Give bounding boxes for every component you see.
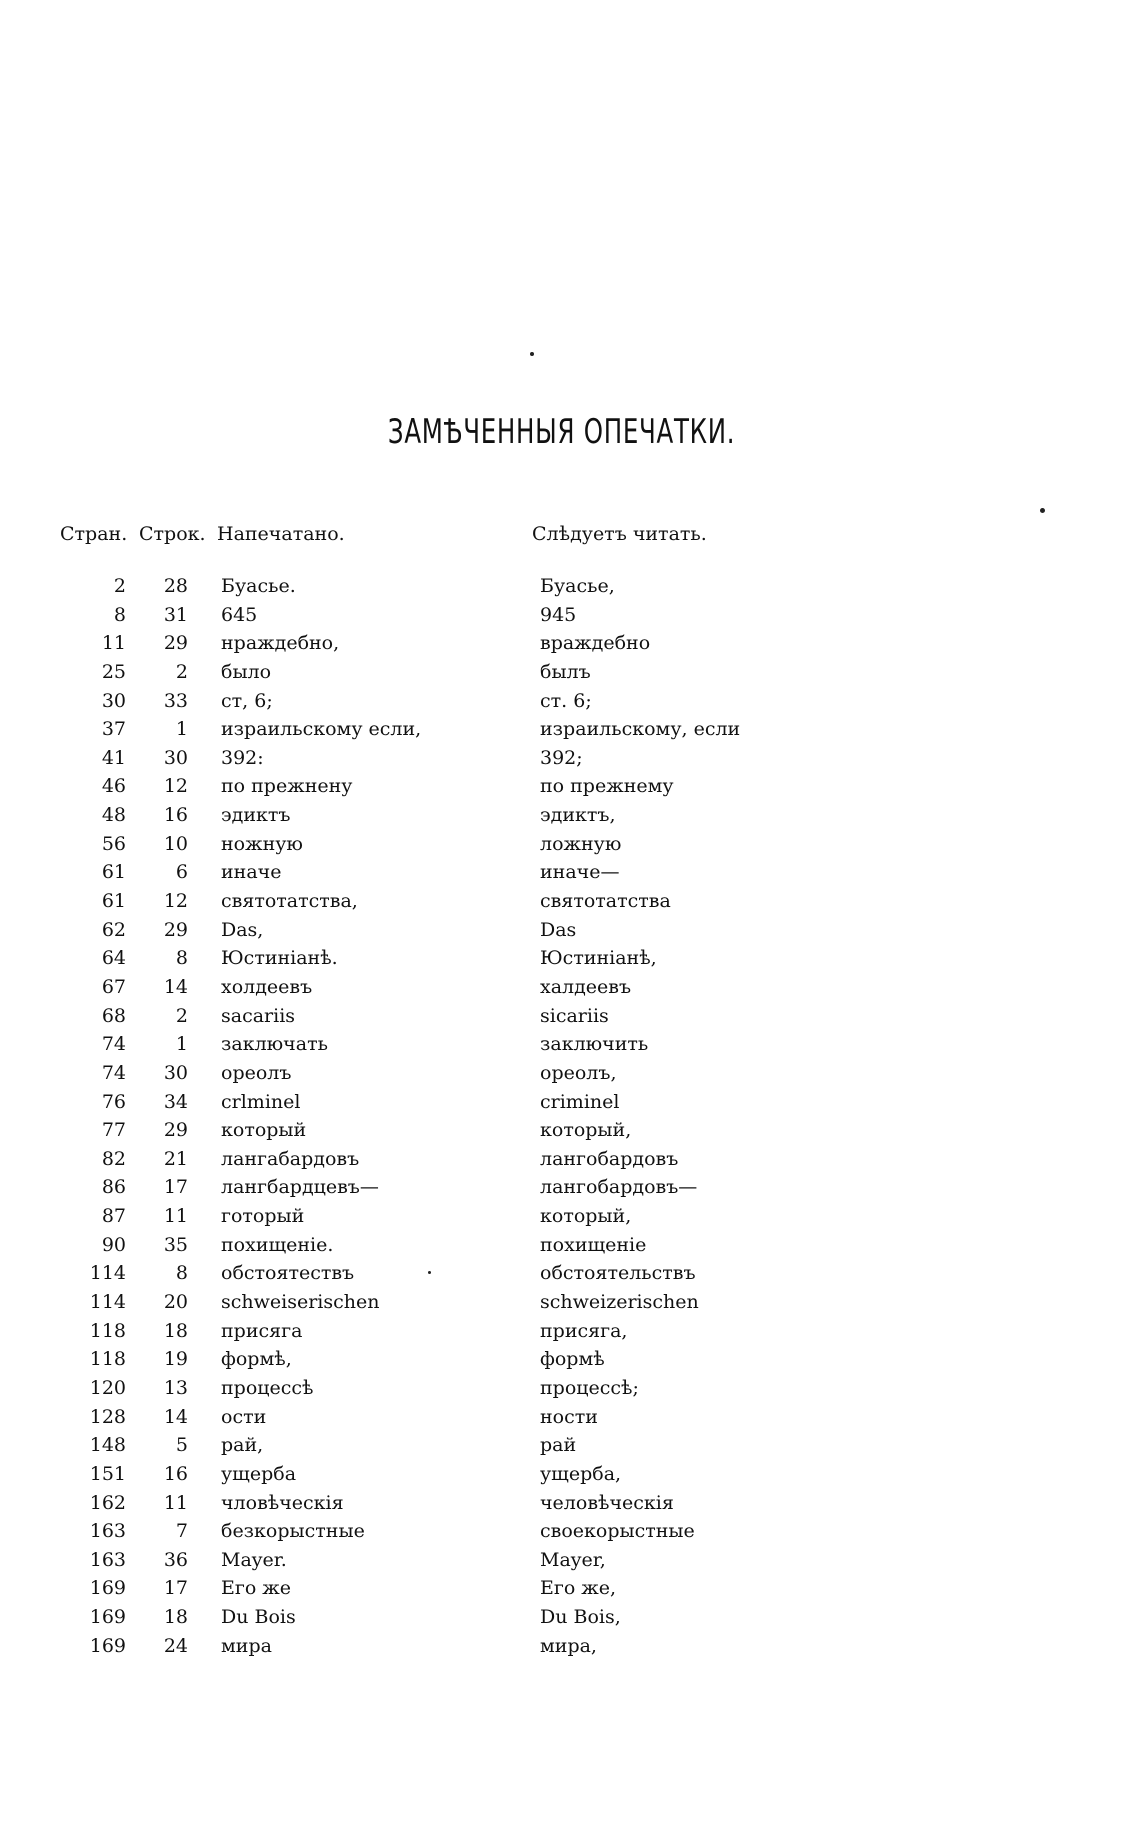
row-page-number: 41	[101, 746, 126, 769]
row-line-number: 14	[163, 1405, 188, 1428]
row-line-number: 17	[163, 1577, 188, 1600]
row-correct-text: ущерба,	[540, 1462, 622, 1485]
row-correct-text: присяга,	[540, 1319, 628, 1342]
ink-speck	[1040, 508, 1045, 513]
errata-row	[0, 1062, 1140, 1091]
row-page-number: 114	[89, 1291, 126, 1314]
errata-row	[0, 690, 1140, 719]
errata-row	[0, 947, 1140, 976]
row-page-number: 169	[89, 1606, 126, 1629]
row-line-number: 1	[175, 718, 188, 741]
errata-row	[0, 1635, 1140, 1664]
row-line-number: 33	[163, 689, 188, 712]
row-printed-text: присяга	[221, 1319, 303, 1342]
row-correct-text: Его же,	[540, 1577, 617, 1600]
row-correct-text: заключить	[540, 1033, 649, 1056]
row-line-number: 29	[163, 632, 188, 655]
row-line-number: 20	[163, 1291, 188, 1314]
row-printed-text: ножную	[221, 832, 303, 855]
row-line-number: 31	[163, 603, 188, 626]
row-page-number: 61	[101, 861, 126, 884]
row-printed-text: холдеевъ	[221, 975, 313, 998]
row-correct-text: 392;	[540, 746, 583, 769]
row-line-number: 8	[175, 947, 188, 970]
header-line: Строк.	[139, 523, 206, 545]
row-printed-text: святотатства,	[221, 890, 358, 913]
errata-row	[0, 604, 1140, 633]
row-line-number: 17	[163, 1176, 188, 1199]
errata-row	[0, 1577, 1140, 1606]
errata-row	[0, 632, 1140, 661]
row-line-number: 1	[175, 1033, 188, 1056]
row-page-number: 120	[89, 1376, 126, 1399]
errata-row	[0, 1520, 1140, 1549]
errata-row	[0, 1406, 1140, 1435]
row-correct-text: ности	[540, 1405, 598, 1428]
row-correct-text: Юстиніанѣ,	[540, 947, 657, 970]
row-printed-text: мира	[221, 1634, 272, 1657]
row-correct-text: былъ	[540, 660, 591, 683]
row-correct-text: который,	[540, 1205, 632, 1228]
row-page-number: 87	[101, 1205, 126, 1228]
row-page-number: 2	[113, 575, 126, 597]
row-correct-text: рай	[540, 1434, 577, 1457]
row-line-number: 28	[163, 575, 188, 597]
row-page-number: 118	[89, 1319, 126, 1342]
row-page-number: 151	[89, 1462, 126, 1485]
errata-row	[0, 833, 1140, 862]
row-correct-text: святотатства	[540, 890, 671, 913]
row-line-number: 13	[163, 1376, 188, 1399]
row-printed-text: формѣ,	[221, 1348, 292, 1371]
row-correct-text: человѣческія	[540, 1491, 674, 1514]
row-printed-text: Буасье.	[221, 575, 296, 597]
row-page-number: 169	[89, 1577, 126, 1600]
row-printed-text: sacariis	[221, 1004, 296, 1027]
row-page-number: 56	[101, 832, 126, 855]
row-page-number: 67	[101, 975, 126, 998]
row-line-number: 18	[163, 1606, 188, 1629]
row-printed-text: Юстиніанѣ.	[221, 947, 338, 970]
errata-row	[0, 804, 1140, 833]
row-page-number: 169	[89, 1634, 126, 1657]
row-correct-text: израильскому, если	[540, 718, 741, 741]
row-page-number: 25	[101, 660, 126, 683]
row-page-number: 11	[101, 632, 126, 655]
row-page-number: 62	[101, 918, 126, 941]
row-printed-text: готорый	[221, 1205, 305, 1228]
row-line-number: 30	[163, 1061, 188, 1084]
errata-row	[0, 661, 1140, 690]
errata-row	[0, 1606, 1140, 1635]
errata-row	[0, 575, 1140, 604]
row-printed-text: ущерба	[221, 1462, 297, 1485]
header-printed: Напечатано.	[217, 523, 345, 545]
row-line-number: 29	[163, 918, 188, 941]
row-printed-text: похищеніе.	[221, 1233, 334, 1256]
row-line-number: 35	[163, 1233, 188, 1256]
row-correct-text: иначе—	[540, 861, 620, 884]
row-printed-text: Das,	[221, 918, 264, 941]
row-printed-text: crlminel	[221, 1090, 301, 1113]
row-page-number: 77	[101, 1119, 126, 1142]
errata-row	[0, 1148, 1140, 1177]
errata-row	[0, 1005, 1140, 1034]
row-line-number: 36	[163, 1548, 188, 1571]
row-line-number: 34	[163, 1090, 188, 1113]
errata-row	[0, 1348, 1140, 1377]
errata-row	[0, 1033, 1140, 1062]
row-printed-text: лангбардцевъ—	[221, 1176, 379, 1199]
errata-row	[0, 1291, 1140, 1320]
errata-row	[0, 1234, 1140, 1263]
errata-row	[0, 1434, 1140, 1463]
row-page-number: 68	[101, 1004, 126, 1027]
page-title: ЗАМѢЧЕННЫЯ ОПЕЧАТКИ.	[387, 412, 736, 452]
row-line-number: 11	[163, 1205, 188, 1228]
errata-row	[0, 976, 1140, 1005]
row-page-number: 82	[101, 1147, 126, 1170]
errata-row	[0, 718, 1140, 747]
row-page-number: 114	[89, 1262, 126, 1285]
row-page-number: 163	[89, 1548, 126, 1571]
errata-row	[0, 1463, 1140, 1492]
row-page-number: 90	[101, 1233, 126, 1256]
errata-row	[0, 1492, 1140, 1521]
row-printed-text: ости	[221, 1405, 267, 1428]
row-correct-text: халдеевъ	[540, 975, 632, 998]
row-printed-text: нраждебно,	[221, 632, 340, 655]
row-line-number: 30	[163, 746, 188, 769]
row-page-number: 30	[101, 689, 126, 712]
errata-row	[0, 861, 1140, 890]
row-correct-text: Буасье,	[540, 575, 615, 597]
row-line-number: 24	[163, 1634, 188, 1657]
row-correct-text: лангобардовъ—	[540, 1176, 698, 1199]
row-printed-text: который	[221, 1119, 307, 1142]
row-page-number: 118	[89, 1348, 126, 1371]
row-correct-text: sicariis	[540, 1004, 609, 1027]
row-printed-text: Du Bois	[221, 1606, 296, 1629]
row-page-number: 61	[101, 890, 126, 913]
row-correct-text: criminel	[540, 1090, 620, 1113]
row-page-number: 163	[89, 1520, 126, 1543]
row-printed-text: Mayer.	[221, 1548, 287, 1571]
row-correct-text: ложную	[540, 832, 622, 855]
row-printed-text: заключать	[221, 1033, 328, 1056]
row-line-number: 29	[163, 1119, 188, 1142]
errata-row	[0, 1320, 1140, 1349]
row-page-number: 48	[101, 804, 126, 827]
row-correct-text: враждебно	[540, 632, 651, 655]
row-page-number: 74	[101, 1061, 126, 1084]
row-correct-text: Das	[540, 918, 577, 941]
row-correct-text: Du Bois,	[540, 1606, 621, 1629]
row-printed-text: чловѣческія	[221, 1491, 344, 1514]
row-correct-text: похищеніе	[540, 1233, 647, 1256]
row-correct-text: лангобардовъ	[540, 1147, 679, 1170]
row-printed-text: 645	[221, 603, 258, 626]
row-line-number: 10	[163, 832, 188, 855]
row-printed-text: израильскому если,	[221, 718, 422, 741]
errata-row	[0, 1549, 1140, 1578]
header-page: Стран.	[60, 523, 128, 545]
row-correct-text: который,	[540, 1119, 632, 1142]
row-line-number: 12	[163, 775, 188, 798]
errata-table	[0, 575, 1140, 1663]
row-correct-text: мира,	[540, 1634, 597, 1657]
row-printed-text: Его же	[221, 1577, 292, 1600]
row-printed-text: безкорыстные	[221, 1520, 365, 1543]
errata-row	[0, 919, 1140, 948]
row-line-number: 19	[163, 1348, 188, 1371]
header-should-read: Слѣдуетъ читать.	[532, 523, 707, 545]
row-correct-text: schweizerischen	[540, 1291, 699, 1314]
errata-row	[0, 1119, 1140, 1148]
row-printed-text: ореолъ	[221, 1061, 292, 1084]
row-line-number: 11	[163, 1491, 188, 1514]
row-correct-text: эдиктъ,	[540, 804, 616, 827]
row-printed-text: 392:	[221, 746, 264, 769]
row-line-number: 6	[175, 861, 188, 884]
row-printed-text: обстоятествъ	[221, 1262, 355, 1285]
row-page-number: 64	[101, 947, 126, 970]
row-printed-text: процессѣ	[221, 1376, 314, 1399]
row-correct-text: Mayer,	[540, 1548, 606, 1571]
errata-row	[0, 775, 1140, 804]
row-printed-text: по прежнену	[221, 775, 353, 798]
row-printed-text: лангабардовъ	[221, 1147, 360, 1170]
errata-row	[0, 747, 1140, 776]
row-page-number: 128	[89, 1405, 126, 1428]
row-correct-text: обстоятельствъ	[540, 1262, 696, 1285]
row-printed-text: schweiserischen	[221, 1291, 380, 1314]
row-line-number: 18	[163, 1319, 188, 1342]
row-line-number: 2	[175, 1004, 188, 1027]
row-correct-text: формѣ	[540, 1348, 605, 1371]
row-correct-text: ореолъ,	[540, 1061, 617, 1084]
row-line-number: 8	[175, 1262, 188, 1285]
row-page-number: 46	[101, 775, 126, 798]
row-printed-text: рай,	[221, 1434, 264, 1457]
row-line-number: 5	[175, 1434, 188, 1457]
row-printed-text: иначе	[221, 861, 282, 884]
errata-row	[0, 1377, 1140, 1406]
row-correct-text: процессѣ;	[540, 1376, 639, 1399]
errata-row	[0, 1262, 1140, 1291]
row-line-number: 12	[163, 890, 188, 913]
row-page-number: 86	[101, 1176, 126, 1199]
row-line-number: 14	[163, 975, 188, 998]
row-line-number: 16	[163, 804, 188, 827]
row-line-number: 7	[175, 1520, 188, 1543]
row-page-number: 148	[89, 1434, 126, 1457]
row-page-number: 37	[101, 718, 126, 741]
row-printed-text: было	[221, 660, 272, 683]
row-printed-text: ст, 6;	[221, 689, 273, 712]
errata-row	[0, 1205, 1140, 1234]
row-correct-text: по прежнему	[540, 775, 674, 798]
row-printed-text: эдиктъ	[221, 804, 291, 827]
row-line-number: 2	[175, 660, 188, 683]
row-page-number: 76	[101, 1090, 126, 1113]
row-correct-text: ст. 6;	[540, 689, 592, 712]
errata-row	[0, 1176, 1140, 1205]
row-line-number: 16	[163, 1462, 188, 1485]
row-page-number: 8	[113, 603, 126, 626]
errata-row	[0, 1091, 1140, 1120]
row-line-number: 21	[163, 1147, 188, 1170]
errata-row	[0, 890, 1140, 919]
ink-speck	[530, 352, 534, 356]
row-correct-text: своекорыстные	[540, 1520, 695, 1543]
row-page-number: 74	[101, 1033, 126, 1056]
row-page-number: 162	[89, 1491, 126, 1514]
row-correct-text: 945	[540, 603, 577, 626]
